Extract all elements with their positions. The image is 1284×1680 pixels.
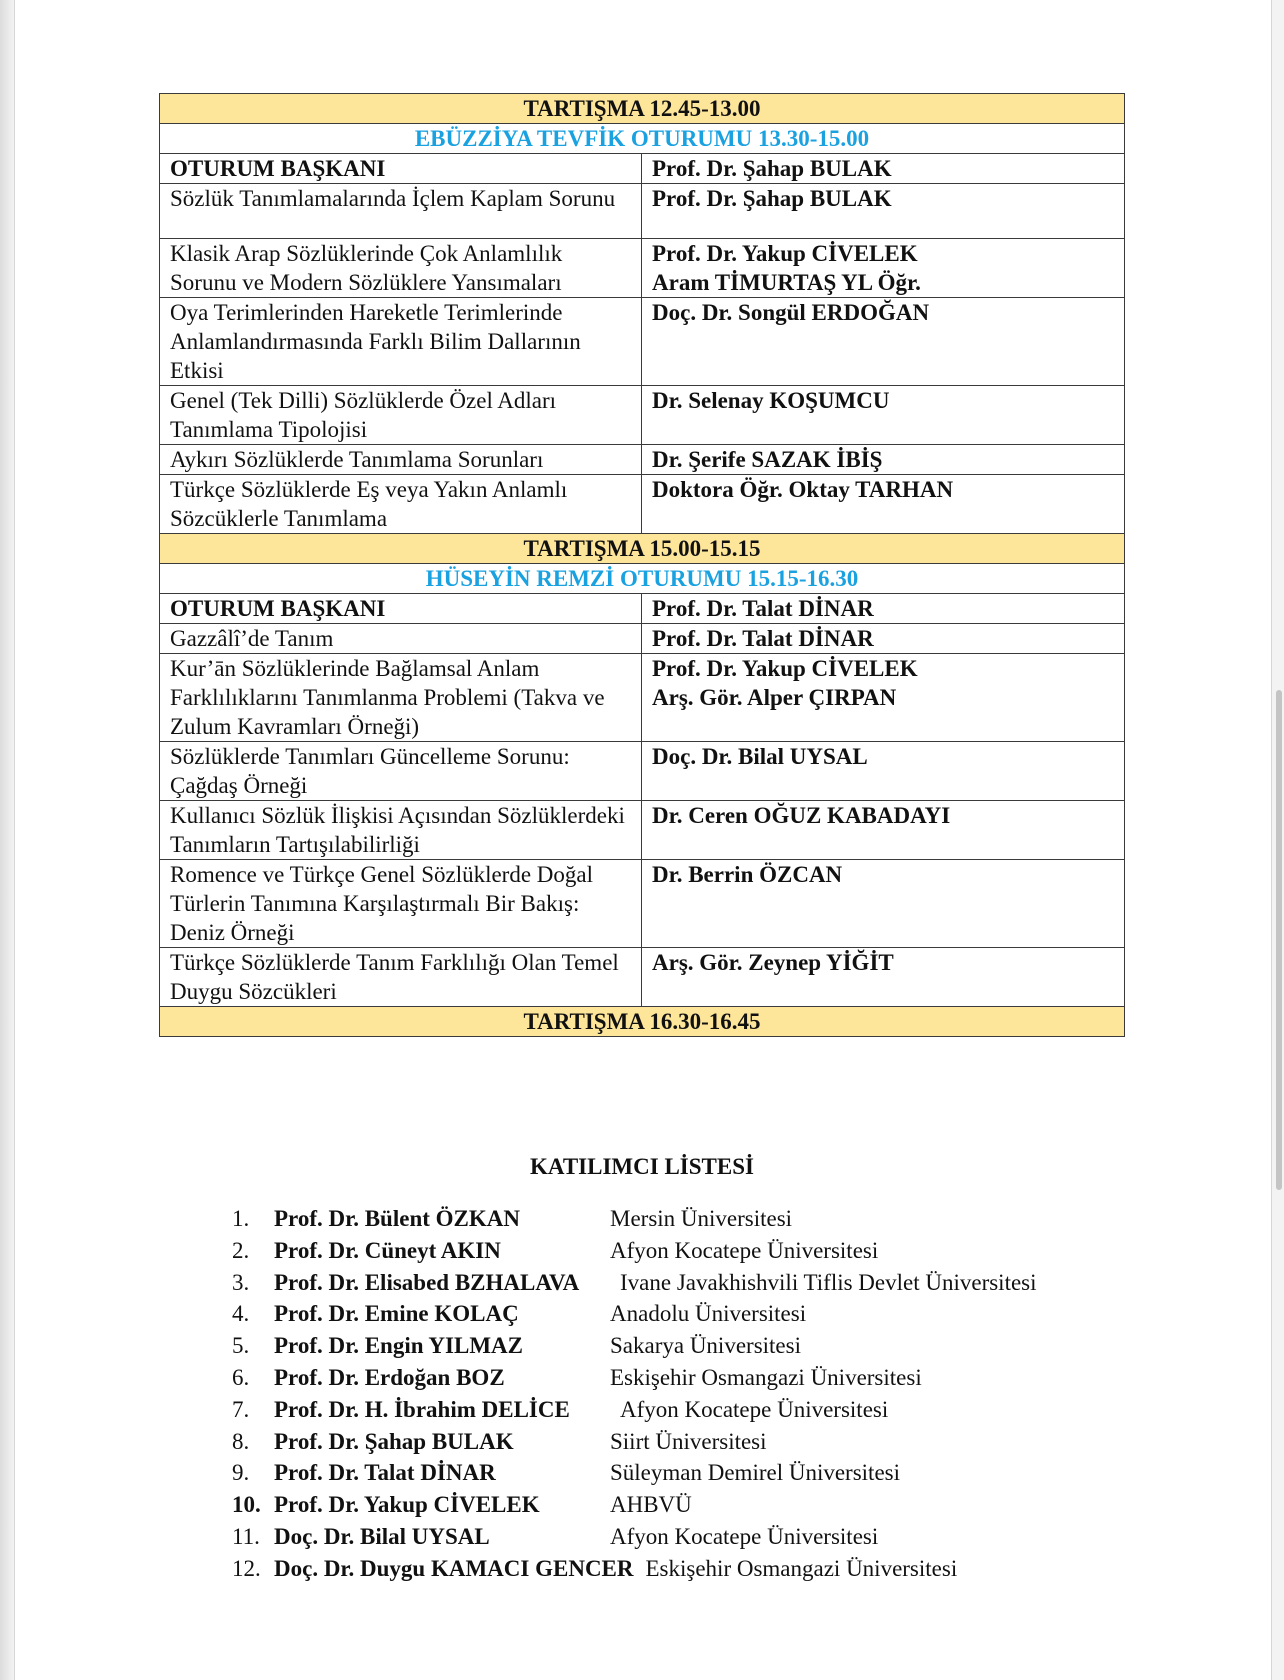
participant-item: [232, 1330, 1037, 1362]
paper-title: Oya Terimlerinden Hareketle Terimlerinde Anlamlandırmasında Farklı Bilim Dallarının Etkisi: [160, 298, 642, 386]
paper-row: [160, 654, 1125, 742]
session-chair-row: [160, 594, 1125, 624]
discussion-break-label: TARTIŞMA 16.30-16.45: [160, 1007, 1125, 1037]
chair-label: OTURUM BAŞKANI: [160, 594, 642, 624]
paper-title: Kur’ān Sözlüklerinde Bağlamsal Anlam Farklılıklarını Tanımlanma Problemi (Takva ve Zulum Kavramları Örneği): [160, 654, 642, 742]
paper-title: Sözlüklerde Tanımları Güncelleme Sorunu: Çağdaş Örneği: [160, 742, 642, 801]
paper-title: Sözlük Tanımlamalarında İçlem Kaplam Sorunu: [160, 184, 642, 239]
participant-institution: Eskişehir Osmangazi Üniversitesi: [610, 1364, 922, 1390]
paper-title: Kullanıcı Sözlük İlişkisi Açısından Sözlüklerdeki Tanımların Tartışılabilirliği: [160, 801, 642, 860]
speaker-name: Dr. Selenay KOŞUMCU: [642, 386, 1125, 445]
discussion-break-label: TARTIŞMA 15.00-15.15: [160, 534, 1125, 564]
participant-item: [232, 1489, 1037, 1521]
participant-name: Prof. Dr. Şahap BULAK: [274, 1428, 514, 1454]
participant-institution: Sakarya Üniversitesi: [610, 1333, 801, 1359]
discussion-break-row: [160, 94, 1125, 124]
participant-item: [232, 1235, 1037, 1267]
participant-name: Doç. Dr. Bilal UYSAL: [274, 1523, 490, 1549]
discussion-break-row: [160, 534, 1125, 564]
session-title-row: [160, 124, 1125, 154]
participant-institution: Mersin Üniversitesi: [610, 1206, 793, 1231]
speaker-name: Dr. Ceren OĞUZ KABADAYI: [642, 801, 1125, 860]
paper-title: Aykırı Sözlüklerde Tanımlama Sorunları: [160, 445, 642, 475]
participant-item: [232, 1298, 1037, 1330]
participant-item: [232, 1203, 1037, 1235]
paper-row: [160, 860, 1125, 948]
participant-name: Prof. Dr. Talat DİNAR: [274, 1460, 496, 1486]
participant-name: Doç. Dr. Duygu KAMACI GENCER: [274, 1555, 634, 1581]
participant-name: Prof. Dr. Emine KOLAÇ: [274, 1301, 519, 1327]
speaker-name: Prof. Dr. Yakup CİVELEK Aram TİMURTAŞ YL Öğr.: [642, 239, 1125, 298]
discussion-break-row: [160, 1007, 1125, 1037]
participant-item: [232, 1394, 1037, 1426]
participant-item: [232, 1267, 1037, 1299]
paper-row: [160, 475, 1125, 534]
paper-row: [160, 298, 1125, 386]
participant-number: 9.: [232, 1460, 250, 1486]
participant-name: Prof. Dr. Yakup CİVELEK: [274, 1492, 540, 1518]
paper-title: Klasik Arap Sözlüklerinde Çok Anlamlılık Sorunu ve Modern Sözlüklere Yansımaları: [160, 239, 642, 298]
participant-institution: Afyon Kocatepe Üniversitesi: [620, 1396, 889, 1422]
participant-item: [232, 1426, 1037, 1458]
participant-number: 4.: [232, 1301, 250, 1327]
paper-title: Gazzâlî’de Tanım: [160, 624, 642, 654]
paper-row: [160, 445, 1125, 475]
participant-institution: Eskişehir Osmangazi Üniversitesi: [645, 1555, 958, 1581]
participant-number: 2.: [232, 1237, 250, 1263]
participant-name: Prof. Dr. Erdoğan BOZ: [274, 1364, 505, 1390]
paper-row: [160, 386, 1125, 445]
participant-institution: Anadolu Üniversitesi: [610, 1301, 807, 1327]
scrollbar[interactable]: [1276, 690, 1282, 1190]
session-title: HÜSEYİN REMZİ OTURUMU 15.15-16.30: [160, 564, 1125, 594]
paper-row: [160, 184, 1125, 239]
speaker-name: Doktora Öğr. Oktay TARHAN: [642, 475, 1125, 534]
participant-institution: Afyon Kocatepe Üniversitesi: [610, 1523, 879, 1549]
paper-title: Genel (Tek Dilli) Sözlüklerde Özel Adları Tanımlama Tipolojisi: [160, 386, 642, 445]
participant-item: [232, 1553, 1037, 1585]
speaker-name: Prof. Dr. Şahap BULAK: [642, 154, 1125, 184]
participant-institution: Süleyman Demirel Üniversitesi: [610, 1460, 900, 1486]
participant-number: 6.: [232, 1364, 250, 1390]
speaker-name: Doç. Dr. Bilal UYSAL: [642, 742, 1125, 801]
speaker-name: Prof. Dr. Yakup CİVELEK Arş. Gör. Alper ÇIRPAN: [642, 654, 1125, 742]
participant-item: [232, 1521, 1037, 1553]
participant-name: Prof. Dr. Cüneyt AKIN: [274, 1237, 501, 1263]
participant-number: 11.: [232, 1523, 260, 1549]
participants-heading: KATILIMCI LİSTESİ: [530, 1154, 754, 1179]
participant-name: Prof. Dr. Engin YILMAZ: [274, 1333, 523, 1359]
speaker-name: Prof. Dr. Şahap BULAK: [642, 184, 1125, 239]
paper-title: Romence ve Türkçe Genel Sözlüklerde Doğal Türlerin Tanımına Karşılaştırmalı Bir Bakış: Deniz Örneği: [160, 860, 642, 948]
participant-name: Prof. Dr. Bülent ÖZKAN: [274, 1206, 520, 1231]
participant-number: 3.: [232, 1269, 250, 1295]
participant-number: 5.: [232, 1333, 250, 1359]
participant-institution: Siirt Üniversitesi: [610, 1428, 767, 1454]
speaker-name: Arş. Gör. Zeynep YİĞİT: [642, 948, 1125, 1007]
session-title-row: [160, 564, 1125, 594]
participant-number: 10.: [232, 1492, 261, 1518]
paper-row: [160, 239, 1125, 298]
paper-row: [160, 624, 1125, 654]
participant-institution: Afyon Kocatepe Üniversitesi: [610, 1237, 879, 1263]
paper-title: Türkçe Sözlüklerde Tanım Farklılığı Olan Temel Duygu Sözcükleri: [160, 948, 642, 1007]
participant-name: Prof. Dr. Elisabed BZHALAVA: [274, 1269, 580, 1295]
speaker-name: Doç. Dr. Songül ERDOĞAN: [642, 298, 1125, 386]
paper-row: [160, 948, 1125, 1007]
speaker-name: Dr. Şerife SAZAK İBİŞ: [642, 445, 1125, 475]
participant-institution: AHBVÜ: [610, 1492, 692, 1518]
paper-row: [160, 801, 1125, 860]
schedule-table: [159, 93, 1125, 1037]
speaker-name: Dr. Berrin ÖZCAN: [642, 860, 1125, 948]
participant-number: 8.: [232, 1428, 250, 1454]
participant-item: [232, 1362, 1037, 1394]
discussion-break-label: TARTIŞMA 12.45-13.00: [160, 94, 1125, 124]
participant-number: 7.: [232, 1396, 250, 1422]
participant-institution: Ivane Javakhishvili Tiflis Devlet Üniversitesi: [620, 1269, 1037, 1295]
speaker-name: Prof. Dr. Talat DİNAR: [642, 624, 1125, 654]
page-shadow: [0, 0, 14, 1680]
paper-title: Türkçe Sözlüklerde Eş veya Yakın Anlamlı Sözcüklerle Tanımlama: [160, 475, 642, 534]
session-title: EBÜZZİYA TEVFİK OTURUMU 13.30-15.00: [160, 124, 1125, 154]
participants-list: [232, 1203, 1037, 1585]
participant-number: 1.: [232, 1206, 250, 1231]
session-chair-row: [160, 154, 1125, 184]
chair-label: OTURUM BAŞKANI: [160, 154, 642, 184]
participant-number: 12.: [232, 1555, 261, 1581]
paper-row: [160, 742, 1125, 801]
participant-name: Prof. Dr. H. İbrahim DELİCE: [274, 1396, 570, 1422]
speaker-name: Prof. Dr. Talat DİNAR: [642, 594, 1125, 624]
participant-item: [232, 1457, 1037, 1489]
